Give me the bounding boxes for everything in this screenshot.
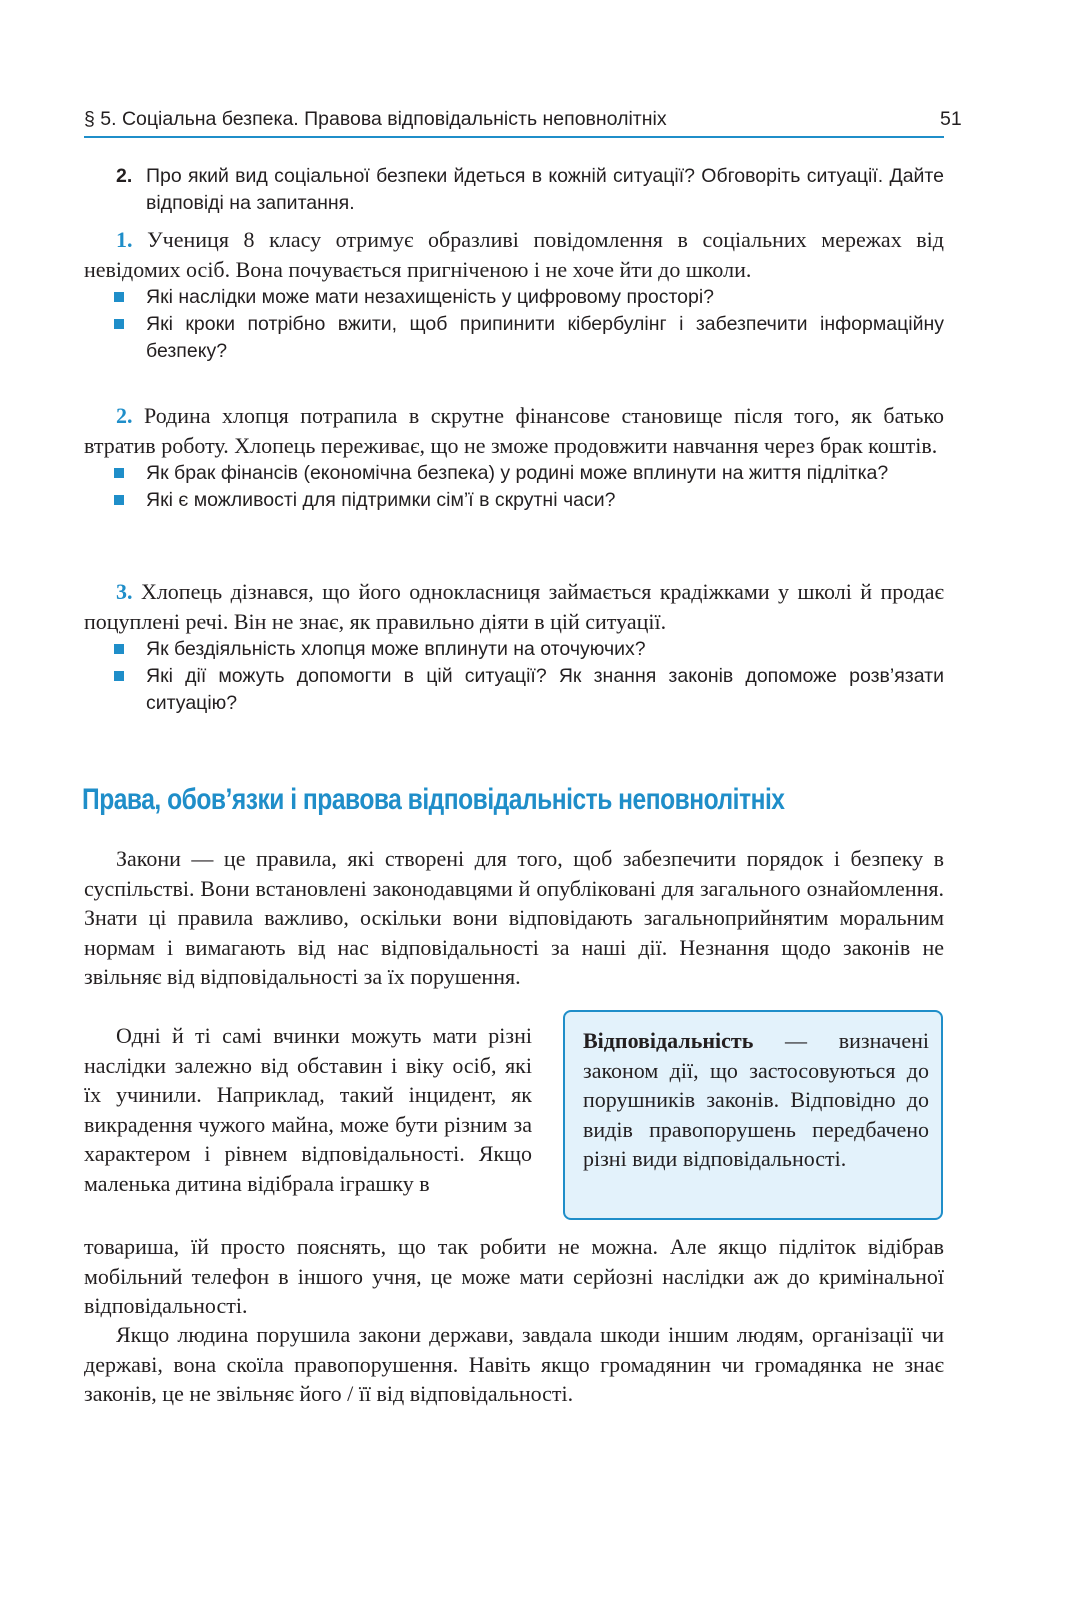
- paragraph-text: Одні й ті самі вчинки можуть мати різні наслідки залежно від обставин і віку осіб, які їх учинили. Наприклад, такий інцидент, як викрадення чужого майна, може бути різним за характером і рівнем відповідальності. Якщо маленька дитина відібрала іграшку в: [84, 1023, 532, 1196]
- question-text: Як бездіяльність хлопця може вплинути на оточуючих?: [146, 638, 646, 660]
- question-item: [84, 284, 944, 311]
- header-title: § 5. Соціальна безпека. Правова відповідальність неповнолітніх: [84, 108, 667, 130]
- paragraph-text: Якщо людина порушила закони держави, завдала шкоди іншим людям, організації чи державі, вона скоїла правопорушення. Навіть якщо громадянин чи громадянка не знає законів, це не звільняє його / її від відповідальності.: [84, 1322, 944, 1406]
- situation-number: 3.: [116, 579, 133, 604]
- situation-text: [84, 401, 944, 460]
- task-instruction: [116, 163, 944, 217]
- question-list: [84, 460, 944, 514]
- question-list: [84, 284, 944, 365]
- situation-body: Учениця 8 класу отримує образливі повідомлення в соціальних мережах від невідомих осіб. Вона почувається пригніченою і не хоче йти до школи.: [84, 227, 944, 282]
- task-number: 2.: [116, 165, 133, 187]
- question-text: Як брак фінансів (економічна безпека) у родині може вплинути на життя підлітка?: [146, 462, 889, 484]
- question-list: [84, 636, 944, 717]
- paragraph-offense: [84, 1320, 944, 1409]
- situation-text: [84, 225, 944, 284]
- page-number: 51: [940, 108, 962, 130]
- paragraph-actions-continued: [84, 1232, 944, 1321]
- question-text: Які дії можуть допомогти в цій ситуації? Як знання законів допоможе розв’язати ситуацію?: [146, 665, 944, 714]
- question-text: Які є можливості для підтримки сім’ї в скрутні часи?: [146, 489, 616, 511]
- question-item: [84, 487, 944, 514]
- square-bullet-icon: [114, 319, 124, 329]
- question-item: [84, 636, 944, 663]
- square-bullet-icon: [114, 495, 124, 505]
- question-item: [84, 311, 944, 365]
- task-text: Про який вид соціальної безпеки йдеться в кожній ситуації? Обговоріть ситуації. Дайте відповіді на запитання.: [146, 165, 944, 214]
- situation-3: [84, 577, 944, 717]
- question-item: [84, 460, 944, 487]
- paragraph-text: товариша, їй просто пояснять, що так робити не можна. Але якщо підліток відібрав мобільний телефон в іншого учня, це може мати серйозні наслідки аж до кримінальної відповідальності.: [84, 1234, 944, 1318]
- definition-body: — визначені законом дії, що застосовуються до порушників законів. Відповідно до видів правопорушень передбачено різні види відповідальності.: [583, 1028, 929, 1171]
- situation-body: Хлопець дізнався, що його однокласниця займається крадіжками у школі й продає поцуплені речі. Він не знає, як правильно діяти в цій ситуації.: [84, 579, 944, 634]
- definition-box: [563, 1010, 943, 1220]
- square-bullet-icon: [114, 671, 124, 681]
- square-bullet-icon: [114, 292, 124, 302]
- paragraph-laws: [84, 844, 944, 992]
- situation-1: [84, 225, 944, 365]
- question-text: Які кроки потрібно вжити, щоб припинити кібербулінг і забезпечити інформаційну безпеку?: [146, 313, 944, 362]
- section-heading: Права, обов’язки і правова відповідальність неповнолітніх: [82, 783, 785, 816]
- situation-2: [84, 401, 944, 514]
- situation-number: 2.: [116, 403, 133, 428]
- running-header: [84, 106, 944, 138]
- square-bullet-icon: [114, 468, 124, 478]
- situation-text: [84, 577, 944, 636]
- definition-text: [583, 1026, 929, 1174]
- situation-number: 1.: [116, 227, 133, 252]
- definition-term: Відповідальність: [583, 1028, 754, 1053]
- square-bullet-icon: [114, 644, 124, 654]
- question-text: Які наслідки може мати незахищеність у цифровому просторі?: [146, 286, 715, 308]
- paragraph-text: Закони — це правила, які створені для того, щоб забезпечити порядок і безпеку в суспільстві. Вони встановлені законодавцями й опубліковані для загального ознайомлення. Знати ці правила важливо, оскільки вони відповідають загальноприйнятим моральним нормам і вимагають від нас відповідальності за наші дії. Незнання щодо законів не звільняє від відповідальності за їх порушення.: [84, 846, 944, 989]
- situation-body: Родина хлопця потрапила в скрутне фінансове становище після того, як батько втратив роботу. Хлопець переживає, що не зможе продовжити навчання через брак коштів.: [84, 403, 944, 458]
- question-item: [84, 663, 944, 717]
- paragraph-actions-column: [84, 1021, 532, 1198]
